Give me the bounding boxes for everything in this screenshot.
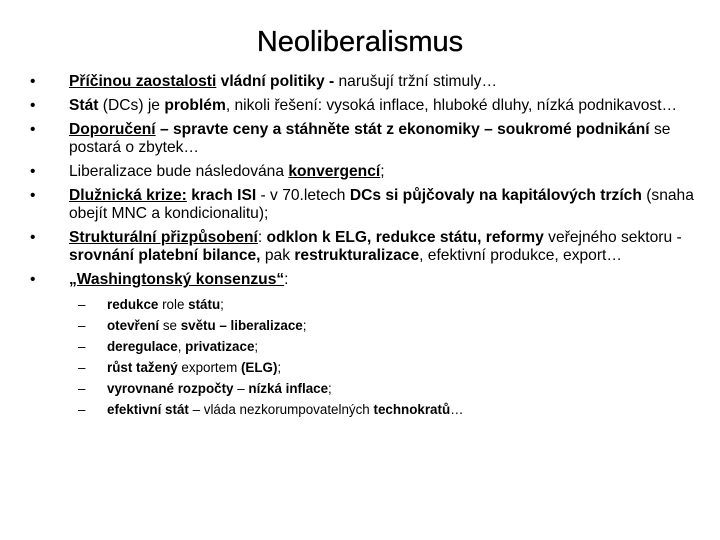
list-item: • Dlužnická krize: krach ISI - v 70.letech DCs si půjčovaly na kapitálových trzích (snaha obejít MNC a kondicionalitu); [30, 187, 694, 222]
slide-title: Neoliberalismus [256, 26, 464, 58]
dash-icon: – [78, 297, 86, 312]
list-item: – růst tažený exportem (ELG); [78, 357, 700, 378]
list-item: • Příčinou zaostalosti vládní politiky - narušují tržní stimuly… [30, 73, 498, 90]
bullet-icon: • [30, 229, 36, 246]
list-item: • Doporučení – spravte ceny a stáhněte stát z ekonomiky – soukromé podnikání se postará o zbytek… [30, 121, 671, 156]
list-item: • Strukturální přizpůsobení: odklon k ELG, redukce státu, reformy veřejného sektoru - srovnání platební bilance, pak restrukturalizace, efektivní produkce, export… [30, 229, 682, 264]
bullet-icon: • [30, 97, 36, 114]
bullet-icon: • [30, 121, 36, 138]
dash-icon: – [78, 339, 86, 354]
dash-icon: – [78, 318, 86, 333]
consensus-list [69, 294, 700, 420]
bullet-icon: • [30, 73, 36, 90]
bullet-list [30, 73, 700, 426]
dash-icon: – [78, 402, 86, 417]
list-item: • „Washingtonský konsenzus“: – redukce role státu; – otevření se světu – liberalizace; – deregulace, privatizace; – růst tažený exportem (ELG); – vyrovnané rozpočty – nízká inflace; – efektivní stát – vláda nezkorumpovatelných technokratů… [30, 271, 700, 420]
bullet-icon: • [30, 187, 36, 204]
bullet-icon: • [30, 163, 36, 180]
list-item: • Liberalizace bude následována konvergencí; [30, 163, 385, 180]
dash-icon: – [78, 381, 86, 396]
bullet-icon: • [30, 271, 36, 288]
list-item: – otevření se světu – liberalizace; [78, 315, 700, 336]
list-item: – redukce role státu; [78, 294, 700, 315]
list-item: – deregulace, privatizace; [78, 336, 700, 357]
list-item: – vyrovnané rozpočty – nízká inflace; [78, 378, 700, 399]
list-item: • Stát (DCs) je problém, nikoli řešení: vysoká inflace, hluboké dluhy, nízká podnikavost… [30, 97, 678, 114]
list-item: – efektivní stát – vláda nezkorumpovatelných technokratů… [78, 399, 700, 420]
dash-icon: – [78, 360, 86, 375]
